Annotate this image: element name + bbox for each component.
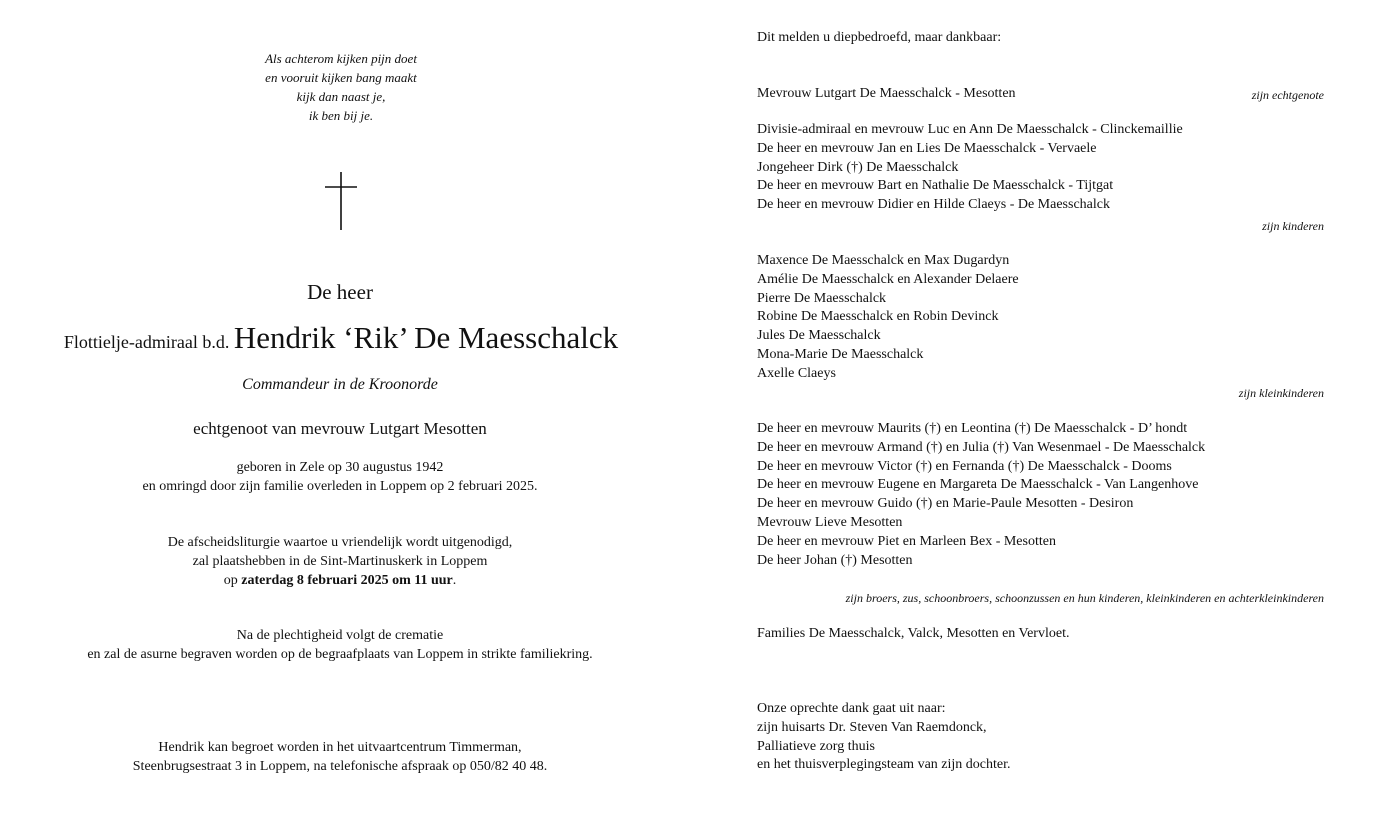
text-line: Hendrik kan begroet worden in het uitvaartcentrum Timmerman,: [158, 740, 522, 755]
liturgy-date-line: [0, 571, 680, 590]
role-label-siblings: zijn broers, zus, schoonbroers, schoonzussen en hun kinderen, kleinkinderen en achterkleinkinderen: [845, 591, 1324, 605]
deceased-name-line: [1, 320, 681, 356]
list-item: De heer en mevrouw Piet en Marleen Bex - Mesotten: [757, 533, 1056, 549]
text-line: Onze oprechte dank gaat uit naar:: [757, 701, 946, 716]
poem-line: kijk dan naast je,: [296, 89, 386, 104]
liturgy-date: zaterdag 8 februari 2025 om 11 uur: [241, 573, 453, 588]
poem: [1, 49, 681, 125]
rank: Flottielje-admiraal b.d.: [63, 332, 230, 352]
list-item: Axelle Claeys: [757, 365, 836, 381]
siblings-list: [757, 420, 1205, 570]
role-label-wife: zijn echtgenote: [1251, 88, 1324, 102]
list-item: De heer en mevrouw Jan en Lies De Maesschalck - Vervaele: [757, 140, 1097, 156]
children-list: [757, 121, 1183, 215]
list-item: De heer en mevrouw Didier en Hilde Claeys - De Maesschalck: [757, 197, 1110, 213]
list-item: De heer en mevrouw Bart en Nathalie De Maesschalck - Tijtgat: [757, 178, 1114, 194]
text-fragment: op: [223, 573, 242, 588]
poem-line: Als achterom kijken pijn doet: [265, 51, 417, 66]
intro-line: Dit melden u diepbedroefd, maar dankbaar:: [757, 30, 1002, 45]
honor: Commandeur in de Kroonorde: [242, 376, 438, 393]
list-item: Divisie-admiraal en mevrouw Luc en Ann De Maesschalck - Clinckemaillie: [757, 122, 1183, 137]
list-item: De heer en mevrouw Armand (†) en Julia (†) Van Wesenmael - De Maesschalck: [757, 439, 1206, 455]
salutation: De heer: [307, 280, 373, 304]
visitation-block: [0, 738, 680, 776]
grandchildren-list: [757, 252, 1019, 384]
text-line: en zal de asurne begraven worden op de begraafplaats van Loppem in strikte familiekring.: [87, 647, 593, 662]
deceased-name: Hendrik ‘Rik’ De Maesschalck: [233, 320, 619, 355]
text-line: Na de plechtigheid volgt de crematie: [236, 628, 444, 643]
list-item: Mona-Marie De Maesschalck: [757, 346, 924, 362]
right-panel: [757, 0, 1327, 831]
text-fragment: .: [452, 573, 457, 588]
liturgy-block: [0, 533, 680, 590]
spouse-line: echtgenoot van mevrouw Lutgart Mesotten: [193, 419, 487, 438]
list-item: De heer en mevrouw Eugene en Margareta De Maesschalck - Van Langenhove: [757, 477, 1199, 493]
list-item: Jules De Maesschalck: [757, 328, 881, 344]
list-item: De heer en mevrouw Guido (†) en Marie-Paule Mesotten - Desiron: [757, 496, 1134, 512]
list-item: Amélie De Maesschalck en Alexander Delaere: [757, 271, 1019, 287]
wife-line: Mevrouw Lutgart De Maesschalck - Mesotten: [757, 86, 1016, 101]
text-line: en omringd door zijn familie overleden in Loppem op 2 februari 2025.: [142, 479, 538, 494]
list-item: De heer en mevrouw Victor (†) en Fernanda (†) De Maesschalck - Dooms: [757, 458, 1172, 474]
list-item: Maxence De Maesschalck en Max Dugardyn: [757, 253, 1010, 268]
text-line: geboren in Zele op 30 augustus 1942: [236, 460, 444, 475]
list-item: De heer Johan (†) Mesotten: [757, 552, 913, 568]
left-panel: [0, 0, 680, 831]
role-label-grandchildren: zijn kleinkinderen: [1238, 386, 1324, 400]
poem-line: en vooruit kijken bang maakt: [265, 70, 417, 85]
text-line: Steenbrugsestraat 3 in Loppem, na telefonische afspraak op 050/82 40 48.: [132, 759, 548, 774]
families-line: Families De Maesschalck, Valck, Mesotten en Vervloet.: [757, 626, 1070, 641]
list-item: Pierre De Maesschalck: [757, 290, 887, 306]
text-line: Palliatieve zorg thuis: [757, 738, 875, 754]
cross-icon: [323, 172, 359, 230]
text-line: De afscheidsliturgie waartoe u vriendelijk wordt uitgenodigd,: [167, 535, 513, 550]
text-line: en het thuisverplegingsteam van zijn dochter.: [757, 757, 1011, 773]
role-label-children: zijn kinderen: [1262, 219, 1324, 233]
list-item: Jongeheer Dirk (†) De Maesschalck: [757, 159, 959, 175]
text-line: zijn huisarts Dr. Steven Van Raemdonck,: [757, 719, 987, 735]
text-line: zal plaatshebben in de Sint-Martinuskerk in Loppem: [192, 554, 488, 569]
thanks-block: [757, 700, 1010, 775]
poem-line: ik ben bij je.: [308, 108, 374, 123]
list-item: Robine De Maesschalck en Robin Devinck: [757, 309, 999, 325]
list-item: De heer en mevrouw Maurits (†) en Leontina (†) De Maesschalck - D’ hondt: [757, 421, 1188, 436]
cremation-block: [0, 626, 680, 664]
birth-death-block: [0, 458, 680, 496]
list-item: Mevrouw Lieve Mesotten: [757, 514, 903, 530]
